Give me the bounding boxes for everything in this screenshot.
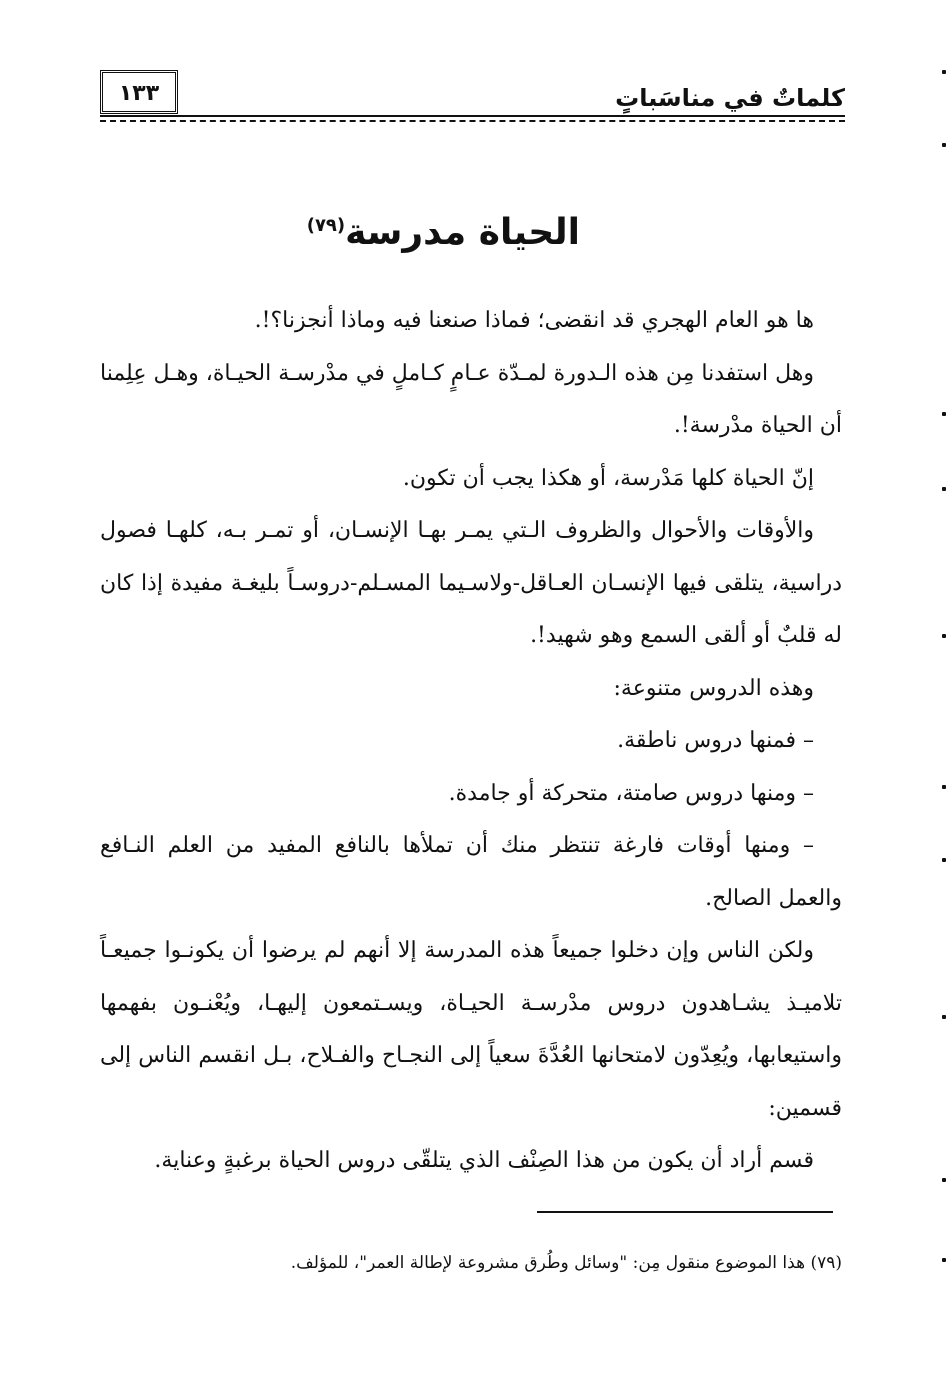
scan-mark xyxy=(942,1178,946,1182)
scan-mark xyxy=(942,487,946,491)
paragraph: والأوقات والأحوال والظروف الـتي يمـر بهـا الإنسـان، أو تمـر بـه، كلهـا فصول دراسية، يتلقى فيها الإنسـان العـاقل-ولاسـيما المسـلم-دروسـاً بليغـة مفيدة إذا كان له قلبٌ أو ألقى السمع وهو شهيد!. xyxy=(100,518,842,648)
paragraph: وهل استفدنا مِن هذه الـدورة لمـدّة عـامٍ كـاملٍ في مدْرسـة الحيـاة، وهـل عِلِمنا أن الحياة مدْرسة!. xyxy=(100,360,842,438)
header-rule xyxy=(100,115,845,117)
page-number-box xyxy=(100,70,178,114)
scan-mark xyxy=(942,858,946,862)
scan-mark xyxy=(942,412,946,416)
paragraph: قسم أراد أن يكون من هذا الصِنْف الذي يتلقّى دروس الحياة برغبةٍ وعناية. xyxy=(154,1148,814,1173)
scan-mark xyxy=(942,70,946,74)
paragraph: ها هو العام الهجري قد انقضى؛ فماذا صنعنا فيه وماذا أنجزنا؟!. xyxy=(254,308,814,333)
page-number: ١٣٣ xyxy=(118,81,160,106)
footnote: (٧٩) هذا الموضوع منقول مِن: "وسائل وطُرق مشروعة لإطالة العمر"، للمؤلف. xyxy=(290,1253,842,1273)
paragraph: إنّ الحياة كلها مَدْرسة، أو هكذا يجب أن تكون. xyxy=(402,465,814,491)
running-title: كلماتٌ في مناسَباتٍ xyxy=(615,84,845,112)
list-item: – ومنها دروس صامتة، متحركة أو جامدة. xyxy=(448,780,814,806)
footnote-reference: (٧٩) xyxy=(306,215,346,236)
article-title: الحياة مدرسة xyxy=(345,212,580,253)
scan-mark xyxy=(942,634,946,638)
list-item: – فمنها دروس ناطقة. xyxy=(617,728,814,753)
scan-mark xyxy=(942,1258,946,1262)
footnote-separator xyxy=(537,1211,833,1213)
scan-mark xyxy=(942,143,946,147)
scan-mark xyxy=(942,785,946,789)
list-item: – ومنها أوقات فارغة تنتظر منك أن تملأها بالنافع المفيد من العلم النـافع والعمل الصالح. xyxy=(100,833,842,911)
paragraph: ولكن الناس وإن دخلوا جميعاً هذه المدرسة إلا أنهم لم يرضوا أن يكونـوا جميعـاً تلاميـذ يشـاهدون دروس مدْرسـة الحيـاة، ويسـتمعون إليهـا، ويُعْنـون بفهمها واستيعابها، ويُعِدّون لامتحانها العُدَّةَ سعياً إلى النجـاح والفـلاح، بـل انقسم الناس إلى قسمين: xyxy=(100,938,842,1121)
scan-mark xyxy=(942,1015,946,1019)
header-rule-dashed xyxy=(100,120,845,122)
article-body xyxy=(100,295,842,1188)
article-title-block xyxy=(307,212,580,253)
paragraph: وهذه الدروس متنوعة: xyxy=(613,675,814,701)
